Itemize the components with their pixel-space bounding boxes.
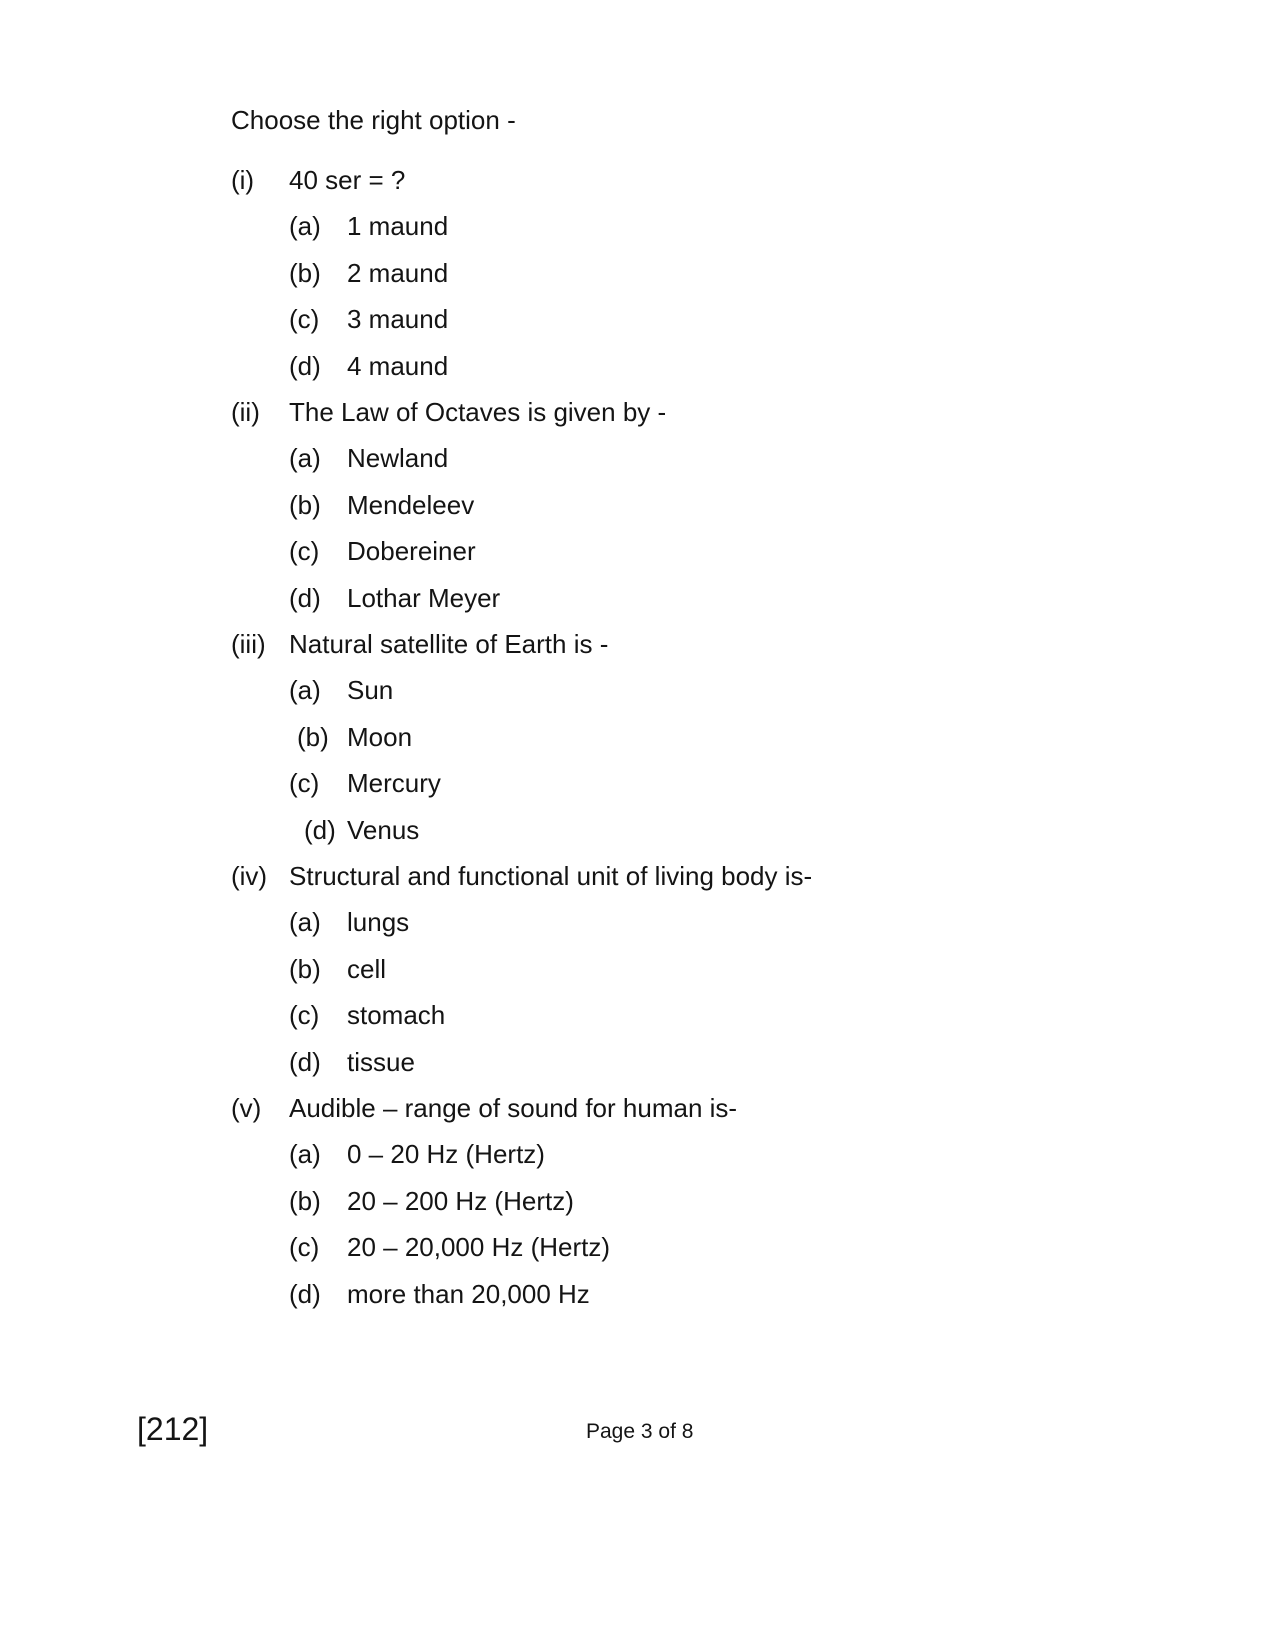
option-text: 3 maund <box>347 304 449 334</box>
option-label: (d) <box>289 583 321 613</box>
question-text: Structural and functional unit of living body is- <box>289 861 813 891</box>
question-text: Audible – range of sound for human is- <box>289 1093 738 1123</box>
option-label: (b) <box>289 258 321 288</box>
option-text: tissue <box>347 1047 415 1077</box>
option-text: Venus <box>347 815 420 845</box>
option-label: (a) <box>289 211 321 241</box>
option-label: (a) <box>289 675 321 705</box>
option-text: 1 maund <box>347 211 449 241</box>
option-text: Dobereiner <box>347 536 476 566</box>
option-label: (a) <box>289 907 321 937</box>
option-text: 4 maund <box>347 351 449 381</box>
option-label: (c) <box>289 304 320 334</box>
option-label: (a) <box>289 1139 321 1169</box>
option-text: 20 – 200 Hz (Hertz) <box>347 1186 574 1216</box>
question-label: (ii) <box>231 397 260 427</box>
option-label: (c) <box>289 1232 320 1262</box>
option-text: Mercury <box>347 768 441 798</box>
instruction-heading: Choose the right option - <box>231 105 516 135</box>
option-label: (b) <box>297 722 329 752</box>
option-text: Mendeleev <box>347 490 475 520</box>
question-label: (v) <box>231 1093 262 1123</box>
page-number: Page 3 of 8 <box>586 1420 694 1443</box>
option-label: (d) <box>289 1047 321 1077</box>
option-text: Moon <box>347 722 413 752</box>
question-label: (iv) <box>231 861 268 891</box>
option-text: Newland <box>347 443 449 473</box>
question-label: (i) <box>231 165 255 195</box>
option-label: (d) <box>289 1279 321 1309</box>
option-text: stomach <box>347 1000 446 1030</box>
option-label: (b) <box>289 490 321 520</box>
option-label: (a) <box>289 443 321 473</box>
option-text: more than 20,000 Hz <box>347 1279 590 1309</box>
option-text: 0 – 20 Hz (Hertz) <box>347 1139 545 1169</box>
option-label: (d) <box>289 351 321 381</box>
option-text: 2 maund <box>347 258 449 288</box>
option-text: cell <box>347 954 387 984</box>
question-text: Natural satellite of Earth is - <box>289 629 609 659</box>
question-text: 40 ser = ? <box>289 165 406 195</box>
option-text: 20 – 20,000 Hz (Hertz) <box>347 1232 611 1262</box>
option-label: (b) <box>289 954 321 984</box>
option-label: (d) <box>304 815 336 845</box>
option-label: (c) <box>289 536 320 566</box>
option-text: Lothar Meyer <box>347 583 501 613</box>
option-text: Sun <box>347 675 394 705</box>
option-text: lungs <box>347 907 410 937</box>
option-label: (c) <box>289 1000 320 1030</box>
question-text: The Law of Octaves is given by - <box>289 397 667 427</box>
option-label: (b) <box>289 1186 321 1216</box>
paper-code: [212] <box>137 1411 209 1447</box>
option-label: (c) <box>289 768 320 798</box>
question-label: (iii) <box>231 629 266 659</box>
